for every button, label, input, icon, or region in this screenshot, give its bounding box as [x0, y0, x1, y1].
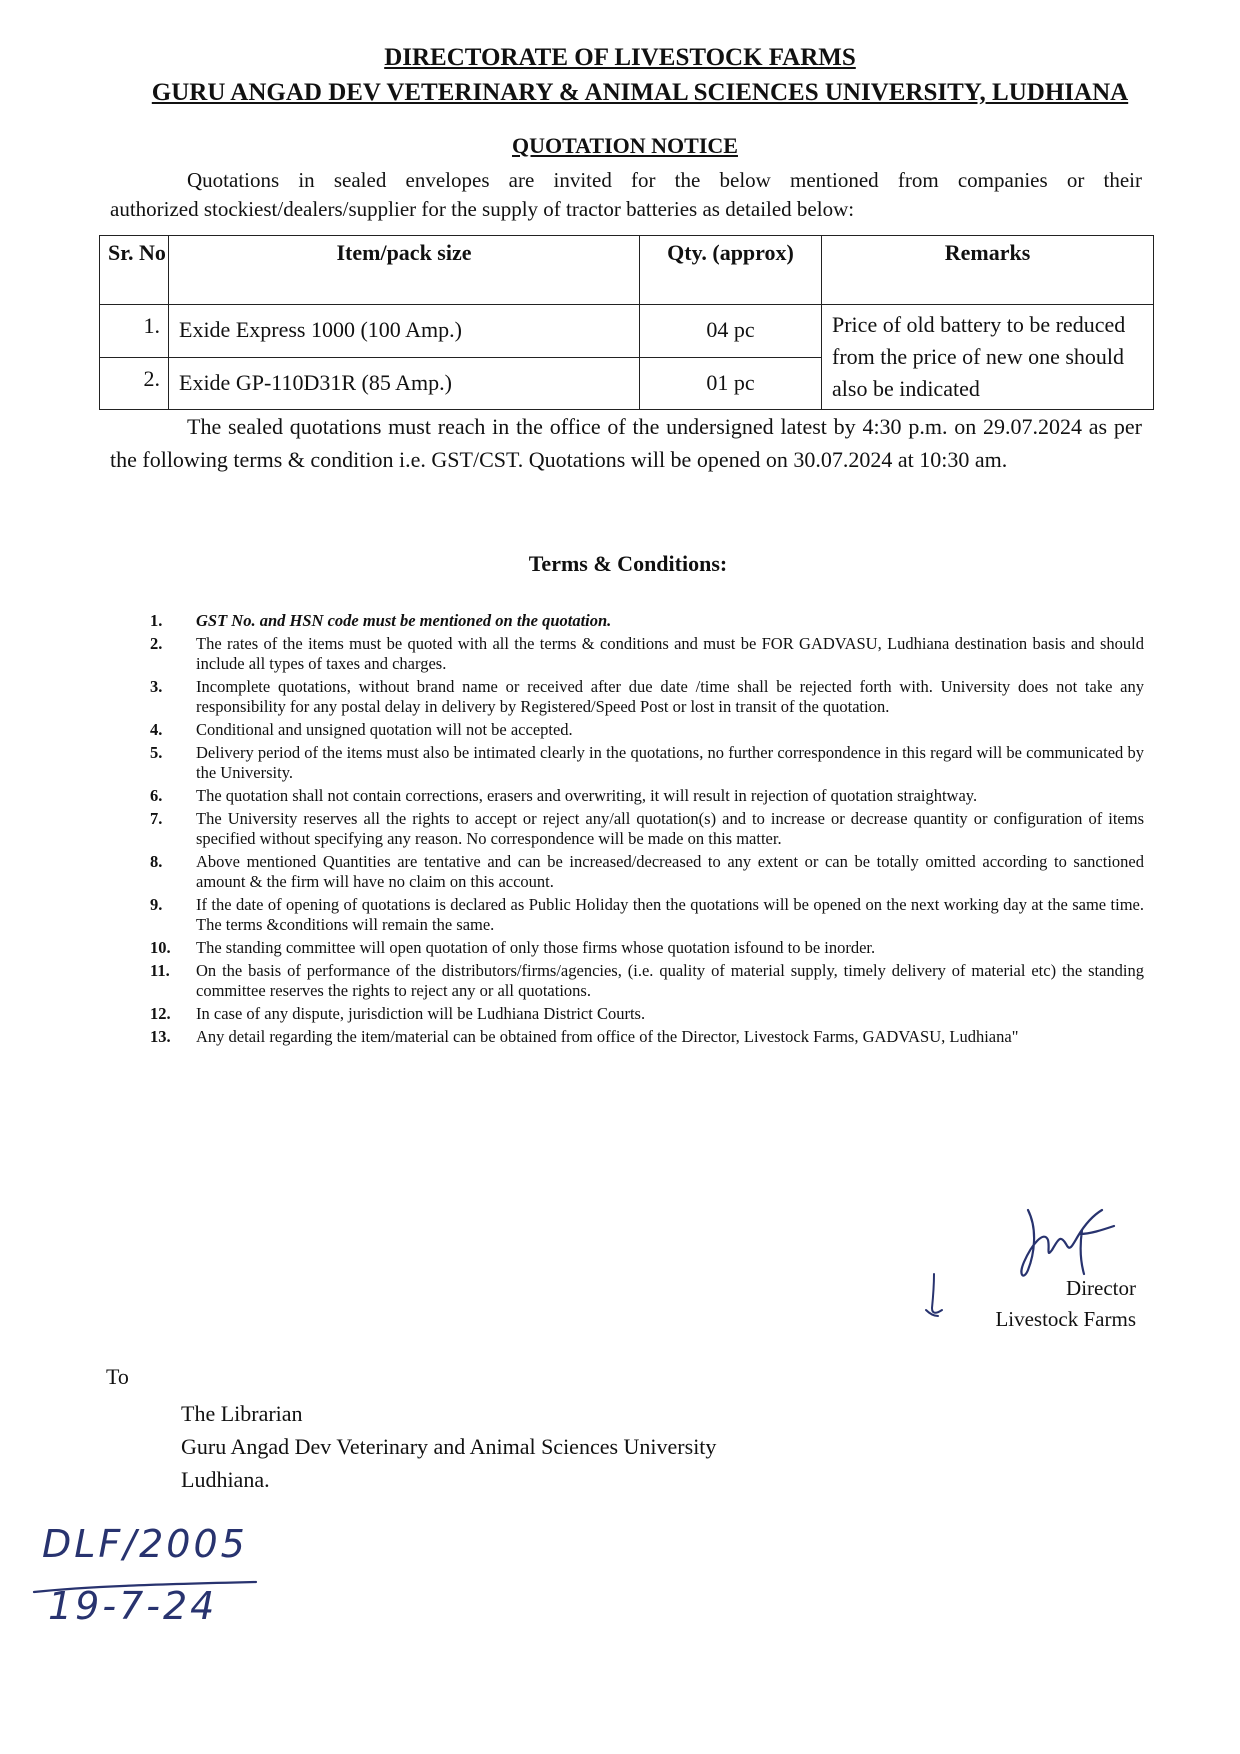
- term-text: Above mentioned Quantities are tentative and can be increased/decreased to any extent or can be totally omitted according to sanctioned amount & the firm will have no claim on this account.: [196, 852, 1144, 891]
- header-line-2: GURU ANGAD DEV VETERINARY & ANIMAL SCIENCES UNIVERSITY, LUDHIANA: [151, 79, 1129, 106]
- list-item: [150, 677, 1144, 717]
- list-item: [150, 743, 1144, 783]
- term-number: 7.: [150, 809, 163, 828]
- recipient-line-2: Guru Angad Dev Veterinary and Animal Sciences University: [181, 1434, 717, 1459]
- list-item: [150, 634, 1144, 674]
- term-text: Delivery period of the items must also be intimated clearly in the quotations, no further correspondence in this regard will be communicated by the University.: [196, 743, 1144, 782]
- table-header-row: [100, 236, 1154, 305]
- row-qty: 01 pc: [640, 357, 822, 410]
- list-item: [150, 852, 1144, 892]
- list-item: [150, 809, 1144, 849]
- header-remarks: Remarks: [822, 236, 1154, 305]
- intro-line-1: Quotations in sealed envelopes are invited for the below mentioned from companies or their: [187, 168, 1142, 192]
- recipient-line-3: Ludhiana.: [181, 1467, 270, 1492]
- to-label: To: [106, 1364, 129, 1389]
- notice-title: QUOTATION NOTICE: [512, 133, 738, 158]
- items-table: [99, 235, 1154, 410]
- term-text: Incomplete quotations, without brand name or received after due date /time shall be rejected forth with. University does not take any responsibility for any postal delay in delivery by Registered/Speed Post or lost in transit of the quotation.: [196, 677, 1144, 716]
- terms-list: [150, 611, 1144, 1050]
- tick-mark-icon: [920, 1270, 950, 1320]
- term-text: If the date of opening of quotations is declared as Public Holiday then the quotations will be opened on the next working day at the same time. The terms &conditions will remain the same.: [196, 895, 1144, 934]
- term-text: The University reserves all the rights to accept or reject any/all quotation(s) and to increase or decrease quantity or configuration of items specified without specifying any reason. No correspondence will be made on this matter.: [196, 809, 1144, 848]
- term-number: 3.: [150, 677, 163, 696]
- row-item: Exide Express 1000 (100 Amp.): [169, 305, 640, 358]
- list-item: [150, 786, 1144, 806]
- list-item: [150, 938, 1144, 958]
- header-item: Item/pack size: [169, 236, 640, 305]
- header-qty: Qty. (approx): [640, 236, 822, 305]
- term-text: Any detail regarding the item/material can be obtained from office of the Director, Livestock Farms, GADVASU, Ludhiana": [196, 1027, 1019, 1046]
- submission-paragraph: [110, 410, 1142, 476]
- submission-text: The sealed quotations must reach in the office of the undersigned latest by 4:30 p.m. on 29.07.2024 as per the following terms & condition i.e. GST/CST. Quotations will be opened on 30.07.2024 at 10:30 am.: [110, 414, 1142, 472]
- row-item: Exide GP-110D31R (85 Amp.): [169, 357, 640, 410]
- term-text: GST No. and HSN code must be mentioned on the quotation.: [196, 611, 612, 630]
- term-text: On the basis of performance of the distributors/firms/agencies, (i.e. quality of material supply, timely delivery of material etc) the standing committee reserves the rights to reject any or all quotations.: [196, 961, 1144, 1000]
- term-number: 2.: [150, 634, 163, 653]
- term-number: 12.: [150, 1004, 171, 1023]
- signatory-block: [995, 1273, 1136, 1335]
- term-number: 10.: [150, 938, 171, 957]
- term-text: In case of any dispute, jurisdiction will be Ludhiana District Courts.: [196, 1004, 646, 1023]
- row-remarks: Price of old battery to be reduced from the price of new one should also be indicated: [822, 305, 1154, 410]
- term-number: 11.: [150, 961, 170, 980]
- row-qty: 04 pc: [640, 305, 822, 358]
- list-item: [150, 895, 1144, 935]
- list-item: [150, 720, 1144, 740]
- term-text: Conditional and unsigned quotation will not be accepted.: [196, 720, 573, 739]
- recipient-address: [181, 1397, 716, 1496]
- row-sr: 1.: [100, 305, 169, 358]
- handwritten-date: 19-7-24: [48, 1584, 218, 1628]
- term-number: 6.: [150, 786, 163, 805]
- handwritten-reference: DLF/2005: [42, 1522, 248, 1566]
- intro-line-2: authorized stockiest/dealers/supplier for the supply of tractor batteries as detailed below:: [110, 197, 855, 221]
- term-number: 5.: [150, 743, 163, 762]
- term-number: 8.: [150, 852, 163, 871]
- signatory-title: Director: [1066, 1276, 1136, 1300]
- signatory-office: Livestock Farms: [995, 1307, 1136, 1331]
- list-item: [150, 1004, 1144, 1024]
- term-text: The rates of the items must be quoted with all the terms & conditions and must be FOR GADVASU, Ludhiana destination basis and should include all types of taxes and charges.: [196, 634, 1144, 673]
- list-item: [150, 611, 1144, 631]
- row-sr: 2.: [100, 357, 169, 410]
- header-sr-no: Sr. No: [100, 236, 169, 305]
- term-number: 4.: [150, 720, 163, 739]
- header-line-1: DIRECTORATE OF LIVESTOCK FARMS: [384, 44, 856, 71]
- term-number: 9.: [150, 895, 163, 914]
- recipient-line-1: The Librarian: [181, 1401, 303, 1426]
- list-item: [150, 1027, 1144, 1047]
- list-item: [150, 961, 1144, 1001]
- term-text: The quotation shall not contain corrections, erasers and overwriting, it will result in rejection of quotation straightway.: [196, 786, 978, 805]
- term-text: The standing committee will open quotation of only those firms whose quotation isfound to be inorder.: [196, 938, 876, 957]
- terms-title: Terms & Conditions:: [528, 551, 728, 576]
- intro-paragraph: [110, 166, 1142, 224]
- table-row: [100, 305, 1154, 358]
- term-number: 13.: [150, 1027, 171, 1046]
- term-number: 1.: [150, 611, 163, 630]
